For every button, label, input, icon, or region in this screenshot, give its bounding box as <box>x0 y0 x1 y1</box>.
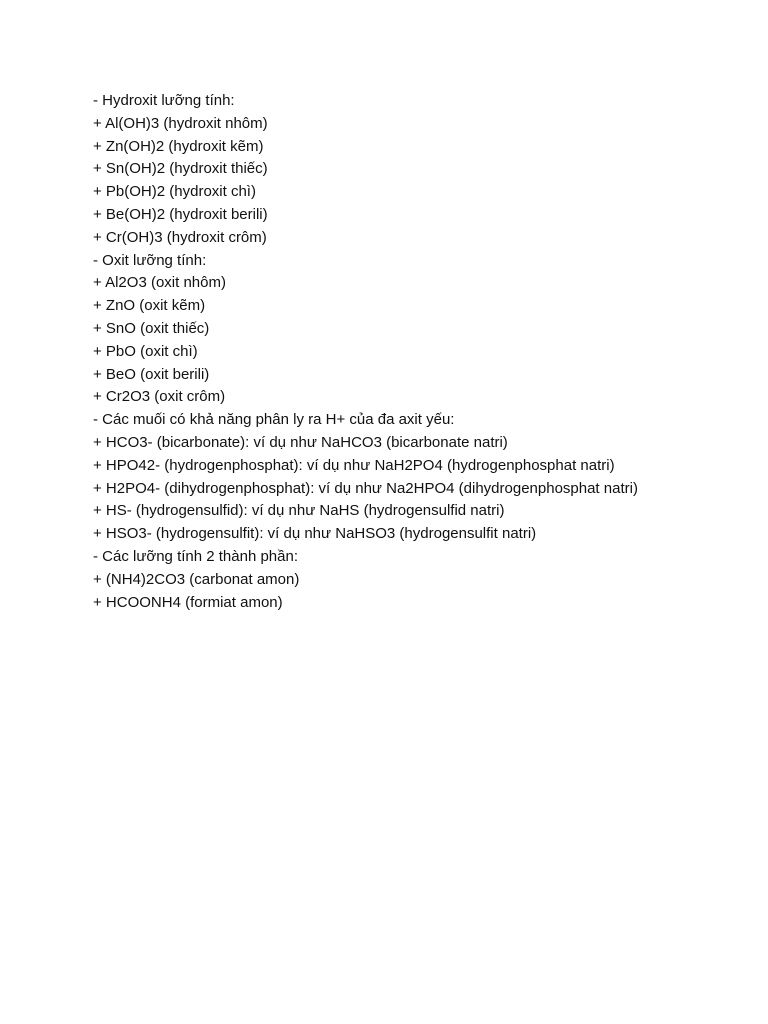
list-item: + Cr(OH)3 (hydroxit crôm) <box>93 228 267 246</box>
list-item: + Sn(OH)2 (hydroxit thiếc) <box>93 160 268 178</box>
list-item: + HCOONH4 (formiat amon) <box>93 593 283 611</box>
list-item: + Pb(OH)2 (hydroxit chì) <box>93 183 256 201</box>
section-heading-amphoteric-oxides: - Oxit lưỡng tính: <box>93 251 207 269</box>
section-heading-acid-salts: - Các muối có khả năng phân ly ra H+ của đa axit yếu: <box>93 411 455 429</box>
document-body <box>93 90 733 614</box>
list-item: + (NH4)2CO3 (carbonat amon) <box>93 570 300 588</box>
list-item: + BeO (oxit berili) <box>93 365 210 383</box>
list-item: + PbO (oxit chì) <box>93 342 198 360</box>
list-item: + Al(OH)3 (hydroxit nhôm) <box>93 114 268 132</box>
section-heading-two-component-amphoteric: - Các lưỡng tính 2 thành phần: <box>93 547 299 565</box>
list-item: + HS- (hydrogensulfid): ví dụ như NaHS (hydrogensulfid natri) <box>93 502 505 520</box>
list-item: + SnO (oxit thiếc) <box>93 319 210 337</box>
list-item: + Be(OH)2 (hydroxit berili) <box>93 205 268 223</box>
list-item: + HCO3- (bicarbonate): ví dụ như NaHCO3 (bicarbonate natri) <box>93 433 508 451</box>
list-item: + ZnO (oxit kẽm) <box>93 297 206 315</box>
section-heading-amphoteric-hydroxides: - Hydroxit lưỡng tính: <box>93 92 235 109</box>
list-item: + Zn(OH)2 (hydroxit kẽm) <box>93 137 264 155</box>
list-item: + HSO3- (hydrogensulfit): ví dụ như NaHSO3 (hydrogensulfit natri) <box>93 525 537 543</box>
list-item: + H2PO4- (dihydrogenphosphat): ví dụ như Na2HPO4 (dihydrogenphosphat natri) <box>93 479 638 497</box>
list-item: + Al2O3 (oxit nhôm) <box>93 274 226 292</box>
list-item: + Cr2O3 (oxit crôm) <box>93 388 226 406</box>
list-item: + HPO42- (hydrogenphosphat): ví dụ như NaH2PO4 (hydrogenphosphat natri) <box>93 456 615 474</box>
